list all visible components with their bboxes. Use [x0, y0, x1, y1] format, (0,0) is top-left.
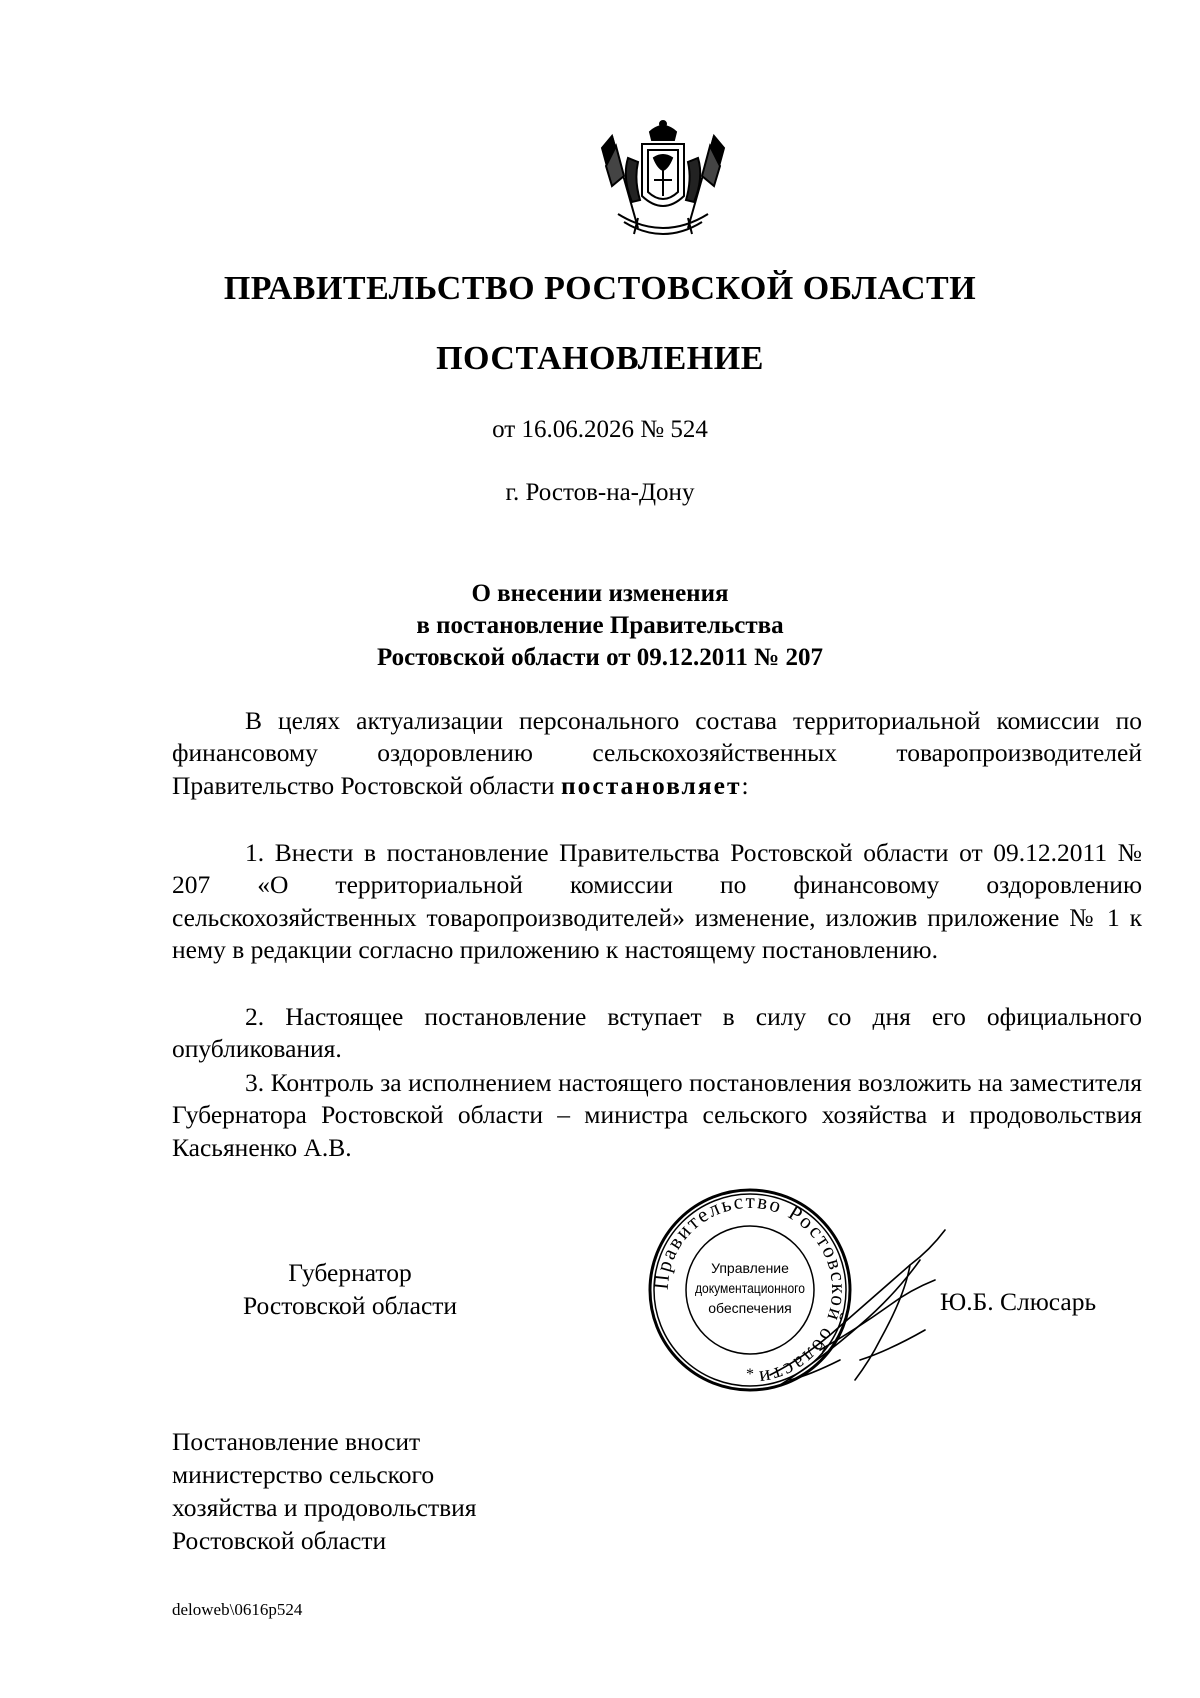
subject-line: О внесении изменения: [471, 580, 729, 607]
submitted-by-line: министерство сельского: [172, 1460, 435, 1489]
subject-line: в постановление Правительства: [416, 612, 784, 639]
intro-end: :: [741, 770, 749, 800]
submitted-by-line: хозяйства и продовольствия: [172, 1493, 477, 1522]
document-type: ПОСТАНОВЛЕНИЕ: [436, 340, 764, 377]
signer-title-line: Губернатор: [288, 1258, 412, 1287]
intro-text: В целях актуализации персонального состава территориальной комиссии по финансовому оздоровлению сельскохозяйственных товаропроизводителей Правительство Ростовской области: [172, 706, 1142, 800]
subject-line: Ростовской области от 09.12.2011 № 207: [376, 644, 824, 671]
svg-text:документационного: документационного: [695, 1280, 806, 1296]
file-code: deloweb\0616p524: [172, 1600, 303, 1619]
organization-title: ПРАВИТЕЛЬСТВО РОСТОВСКОЙ ОБЛАСТИ: [223, 270, 977, 307]
svg-text:*: *: [746, 1366, 754, 1383]
submitted-by: [172, 1425, 477, 1557]
item-1: 1. Внести в постановление Правительства Ростовской области от 09.12.2011 № 207 «О территориальной комиссии по финансовому оздоровлению сельскохозяйственных товаропроизводителей» изменение, изложив приложение № 1 к нему в редакции согласно приложению к настоящему постановлению.: [172, 838, 1142, 965]
signer-title-line: Ростовской области: [242, 1291, 458, 1320]
submitted-by-line: Ростовской области: [172, 1526, 387, 1555]
document-subject: [0, 578, 1200, 674]
svg-text:Правительство Ростовской облас: Правительство Ростовской области: [648, 1188, 852, 1391]
item-2: 2. Настоящее постановление вступает в силу со дня его официального опубликования.: [172, 1002, 1142, 1064]
coat-of-arms-icon: [598, 118, 728, 243]
signer-title: [230, 1256, 470, 1322]
city: г. Ростов-на-Дону: [505, 479, 695, 506]
intro-paragraph: [172, 705, 1142, 802]
signer-name: Ю.Б. Слюсарь: [940, 1287, 1097, 1316]
svg-text:Управление: Управление: [711, 1260, 789, 1276]
svg-text:обеспечения: обеспечения: [708, 1300, 792, 1316]
date-number-line: от 16.06.2026 № 524: [492, 416, 708, 443]
intro-keyword: постановляет: [560, 770, 742, 800]
submitted-by-line: Постановление вносит: [172, 1427, 421, 1456]
item-3: 3. Контроль за исполнением настоящего постановления возложить на заместителя Губернатора Ростовской области – министра сельского хозяйства и продовольствия Касьяненко А.В.: [172, 1068, 1142, 1162]
